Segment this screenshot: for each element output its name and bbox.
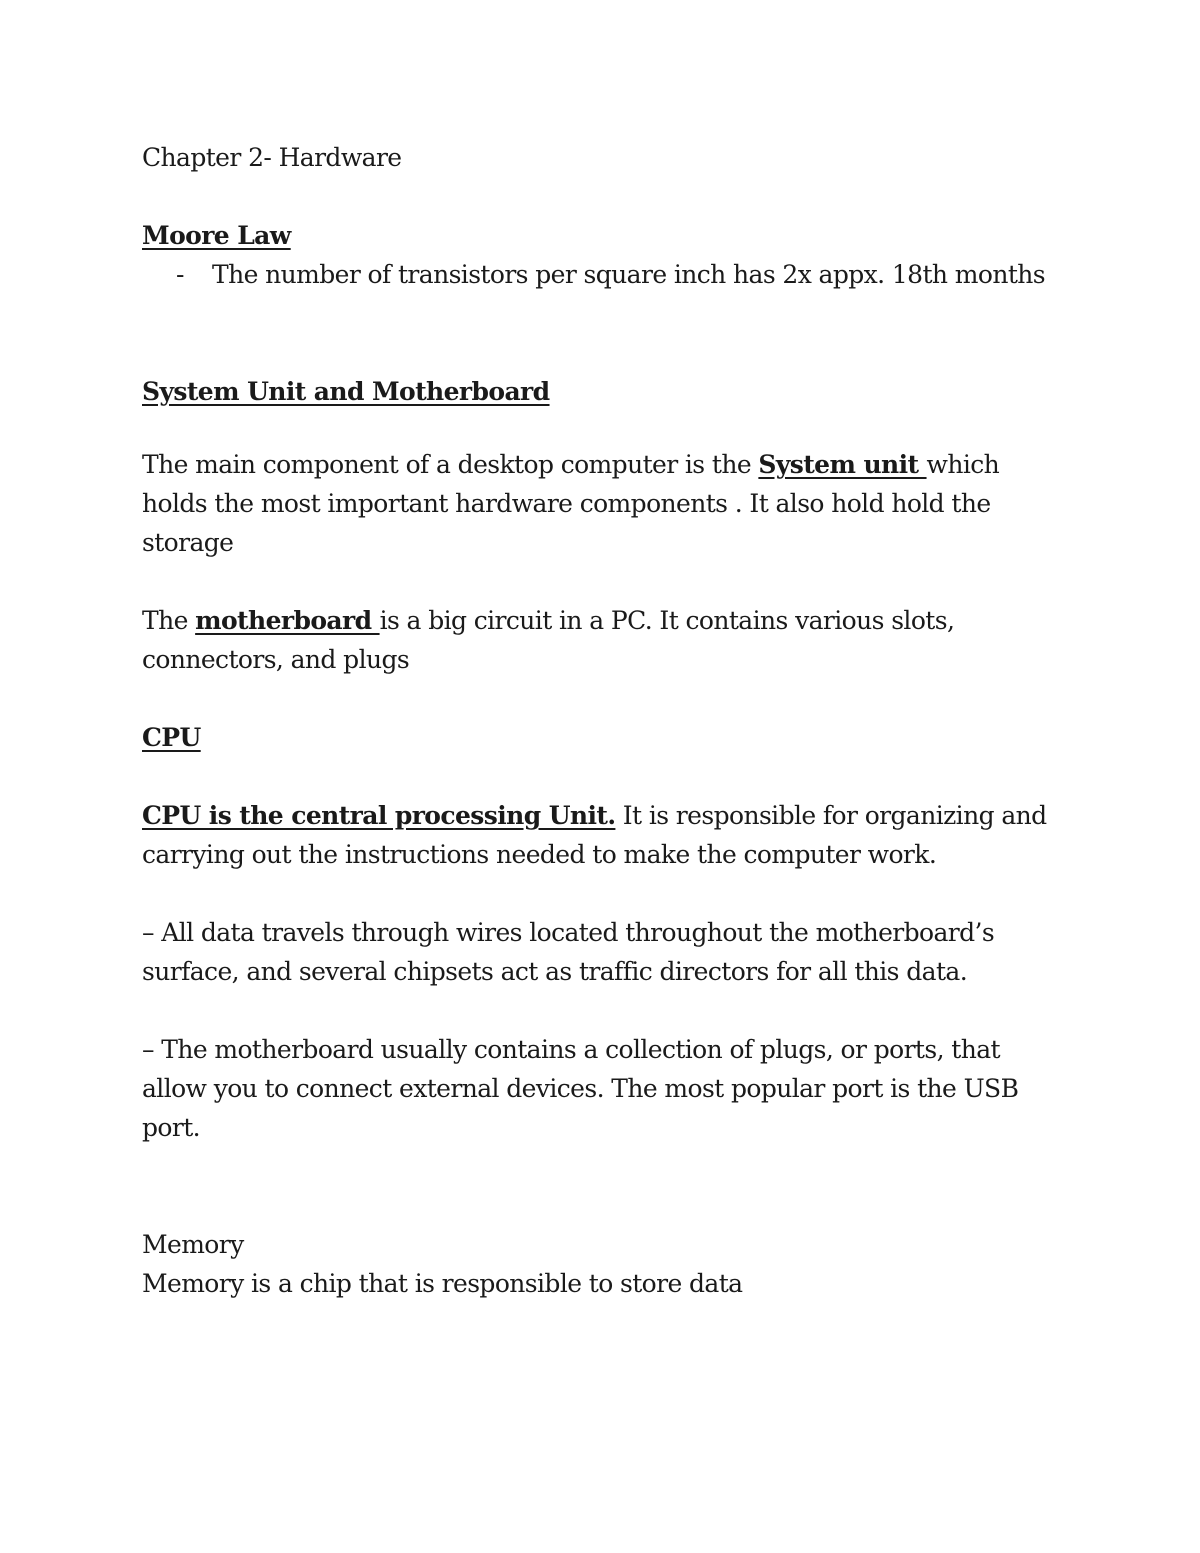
memory-text: Memory is a chip that is responsible to store data xyxy=(142,1269,743,1298)
moore-law-heading: Moore Law xyxy=(142,221,291,250)
data-travel-paragraph: – All data travels through wires located throughout the motherboard’s surface, and several chipsets act as traffic directors for all this data. xyxy=(142,918,995,986)
moore-law-bullet xyxy=(142,255,1062,294)
motherboard-term: motherboard xyxy=(195,606,380,635)
cpu-paragraph xyxy=(142,796,1062,874)
motherboard-paragraph xyxy=(142,601,1062,679)
cpu-definition: CPU is the central processing Unit. xyxy=(142,801,616,830)
system-unit-paragraph xyxy=(142,445,1062,562)
bullet-dash: - xyxy=(176,260,184,289)
motherboard-p2-before: The xyxy=(142,606,196,635)
motherboard-p2-after: is a big circuit in a PC. It contains various slots, connectors, and plugs xyxy=(142,606,955,674)
document-page xyxy=(142,138,1062,1303)
document-title: Chapter 2- Hardware xyxy=(142,143,402,172)
cpu-heading: CPU xyxy=(142,723,201,752)
cpu-p1-after: It is responsible for organizing and carrying out the instructions needed to make the computer work. xyxy=(142,801,1047,869)
system-unit-p1-after: which holds the most important hardware components . It also hold hold the storage xyxy=(142,450,1000,557)
system-unit-heading: System Unit and Motherboard xyxy=(142,377,550,406)
system-unit-term: System unit xyxy=(758,450,927,479)
memory-heading: Memory xyxy=(142,1230,244,1259)
system-unit-p1-before: The main component of a desktop computer is the xyxy=(142,450,759,479)
moore-law-text: The number of transistors per square inch has 2x appx. 18th months xyxy=(212,260,1046,289)
ports-paragraph: – The motherboard usually contains a collection of plugs, or ports, that allow you to connect external devices. The most popular port is the USB port. xyxy=(142,1035,1019,1142)
